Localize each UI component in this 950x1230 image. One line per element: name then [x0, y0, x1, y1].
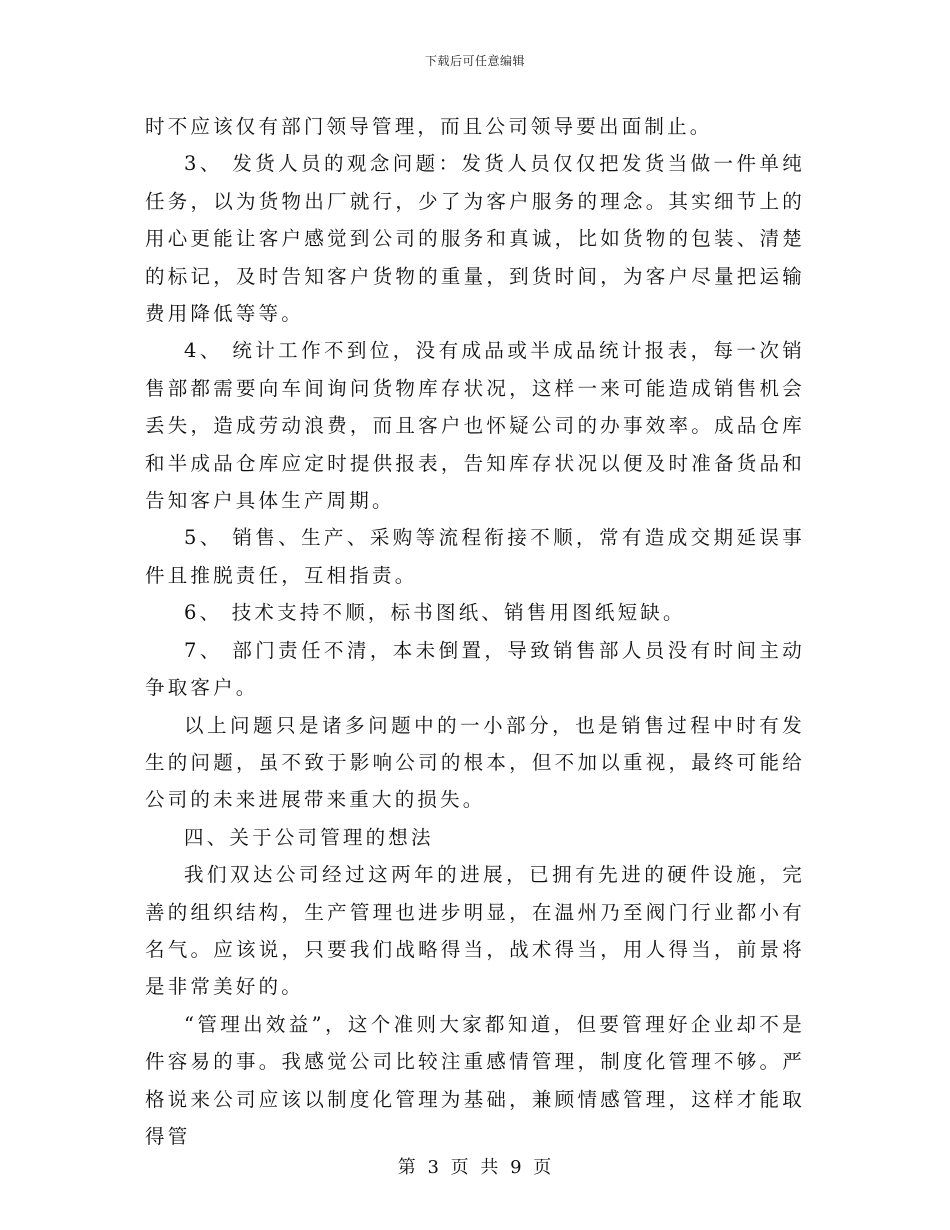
- paragraph-continuation: 时不应该仅有部门领导管理，而且公司领导要出面制止。: [145, 115, 713, 138]
- paragraph-company-overview: 我们双达公司经过这两年的进展，已拥有先进的硬件设施，完善的组织结构，生产管理也进步明显，在温州乃至阀门行业都小有名气。应该说，只要我们战略得当，战术得当，用人得当，前景将是非常美好的。: [145, 863, 805, 999]
- paragraph-item-5: 5、 销售、生产、采购等流程衔接不顺，常有造成交期延误事件且推脱责任，互相指责。: [145, 526, 805, 587]
- paragraph-item-6: 6、 技术支持不顺，标书图纸、销售用图纸短缺。: [184, 601, 686, 625]
- paragraph-item-3: 3、 发货人员的观念问题：发货人员仅仅把发货当做一件单纯任务，以为货物出厂就行，少了为客户服务的理念。其实细节上的用心更能让客户感觉到公司的服务和真诚，比如货物的包装、清楚的标记，及时告知客户货物的重量，到货时间，为客户尽量把运输费用降低等等。: [145, 152, 805, 326]
- paragraph-item-4: 4、 统计工作不到位，没有成品或半成品统计报表，每一次销售部都需要向车间询问货物库存状况，这样一来可能造成销售机会丢失，造成劳动浪费，而且客户也怀疑公司的办事效率。成品仓库和半成品仓库应定时提供报表，告知库存状况以便及时准备货品和告知客户具体生产周期。: [145, 339, 805, 513]
- paragraph-summary: 以上问题只是诸多问题中的一小部分，也是销售过程中时有发生的问题，虽不致于影响公司的根本，但不加以重视，最终可能给公司的未来进展带来重大的损失。: [145, 713, 805, 812]
- section-heading: 四、关于公司管理的想法: [184, 825, 434, 849]
- paragraph-item-7: 7、 部门责任不清，本未倒置，导致销售部人员没有时间主动争取客户。: [145, 638, 805, 700]
- paragraph-management-quote: “管理出效益”，这个准则大家都知道，但要管理好企业却不是件容易的事。我感觉公司比较注重感情管理，制度化管理不够。严格说来公司应该以制度化管理为基础，兼顾情感管理，这样才能取得管: [145, 1012, 805, 1148]
- document-body: [145, 108, 805, 1155]
- page-header: 下载后可任意编辑: [424, 54, 525, 68]
- page-footer: 第 3 页 共 9 页: [397, 1157, 553, 1178]
